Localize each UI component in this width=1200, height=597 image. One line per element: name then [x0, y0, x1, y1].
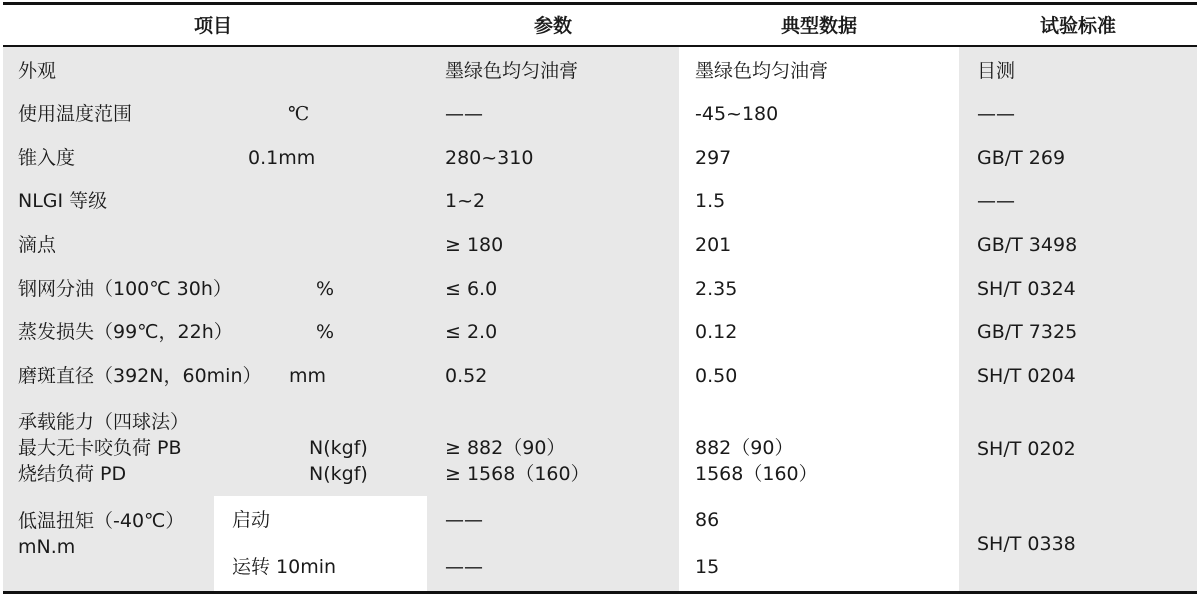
row-typical: 201	[695, 234, 732, 256]
load-param-pb: ≥ 882（90）	[445, 437, 566, 459]
torque-method: SH/T 0338	[977, 533, 1076, 555]
table-top-rule	[3, 2, 1197, 5]
load-param-pd: ≥ 1568（160）	[445, 463, 590, 485]
row-name: NLGI 等级	[18, 190, 108, 212]
row-name: 磨斑直径（392N，60min）	[18, 365, 262, 387]
row-method: GB/T 7325	[977, 321, 1078, 343]
torque-run-param: ——	[445, 556, 483, 578]
torque-start-param: ——	[445, 509, 483, 531]
load-line-pd: 烧结负荷 PD	[18, 463, 127, 485]
torque-name: 低温扭矩（-40℃）	[18, 510, 185, 532]
load-unit-pd: N(kgf)	[309, 463, 368, 485]
header-typical: 典型数据	[780, 15, 857, 37]
row-name: 滴点	[18, 234, 57, 256]
load-typical-pd: 1568（160）	[695, 463, 818, 485]
row-typical: 墨绿色均匀油膏	[695, 60, 829, 82]
header-item: 项目	[193, 15, 232, 37]
row-param: 1~2	[445, 190, 486, 212]
header-method: 试验标准	[1039, 15, 1116, 37]
row-param: 墨绿色均匀油膏	[445, 60, 579, 82]
row-typical: -45~180	[695, 103, 779, 125]
row-typical: 0.50	[695, 365, 738, 387]
row-unit: %	[316, 321, 335, 343]
row-param: ≤ 2.0	[445, 321, 498, 343]
load-typical-pb: 882（90）	[695, 437, 794, 459]
header-param: 参数	[533, 15, 572, 37]
table-bottom-rule	[3, 591, 1197, 594]
table-header-rule	[3, 45, 1197, 47]
method-column-bg	[959, 47, 1197, 591]
row-method: SH/T 0204	[977, 365, 1076, 387]
row-method: ——	[977, 190, 1015, 212]
row-method: ——	[977, 103, 1015, 125]
torque-start-typical: 86	[695, 509, 720, 531]
row-typical: 0.12	[695, 321, 738, 343]
typical-column-bg	[679, 47, 959, 591]
row-typical: 1.5	[695, 190, 726, 212]
row-unit: 0.1mm	[248, 147, 316, 169]
row-param: ——	[445, 103, 483, 125]
row-name: 使用温度范围	[18, 103, 133, 125]
row-param: 280~310	[445, 147, 534, 169]
row-name: 蒸发损失（99℃，22h）	[18, 321, 233, 343]
row-param: 0.52	[445, 365, 488, 387]
torque-unit: mN.m	[18, 536, 76, 558]
row-method: SH/T 0324	[977, 278, 1076, 300]
row-method: GB/T 3498	[977, 234, 1078, 256]
torque-run-typical: 15	[695, 556, 720, 578]
row-name: 钢网分油（100℃ 30h）	[18, 278, 232, 300]
row-name: 外观	[18, 60, 57, 82]
load-line-pb: 最大无卡咬负荷 PB	[18, 437, 182, 459]
row-typical: 2.35	[695, 278, 738, 300]
row-method: GB/T 269	[977, 147, 1066, 169]
row-method: 目测	[977, 60, 1016, 82]
row-unit: ℃	[288, 103, 310, 125]
row-unit: %	[316, 278, 335, 300]
row-param: ≥ 180	[445, 234, 504, 256]
row-typical: 297	[695, 147, 732, 169]
load-method: SH/T 0202	[977, 438, 1076, 460]
torque-start-label: 启动	[232, 509, 271, 531]
torque-run-label: 运转 10min	[232, 556, 337, 578]
row-unit: mm	[289, 365, 327, 387]
load-unit-pb: N(kgf)	[309, 437, 368, 459]
row-name: 锥入度	[18, 147, 76, 169]
row-param: ≤ 6.0	[445, 278, 498, 300]
load-title: 承载能力（四球法）	[18, 411, 190, 433]
